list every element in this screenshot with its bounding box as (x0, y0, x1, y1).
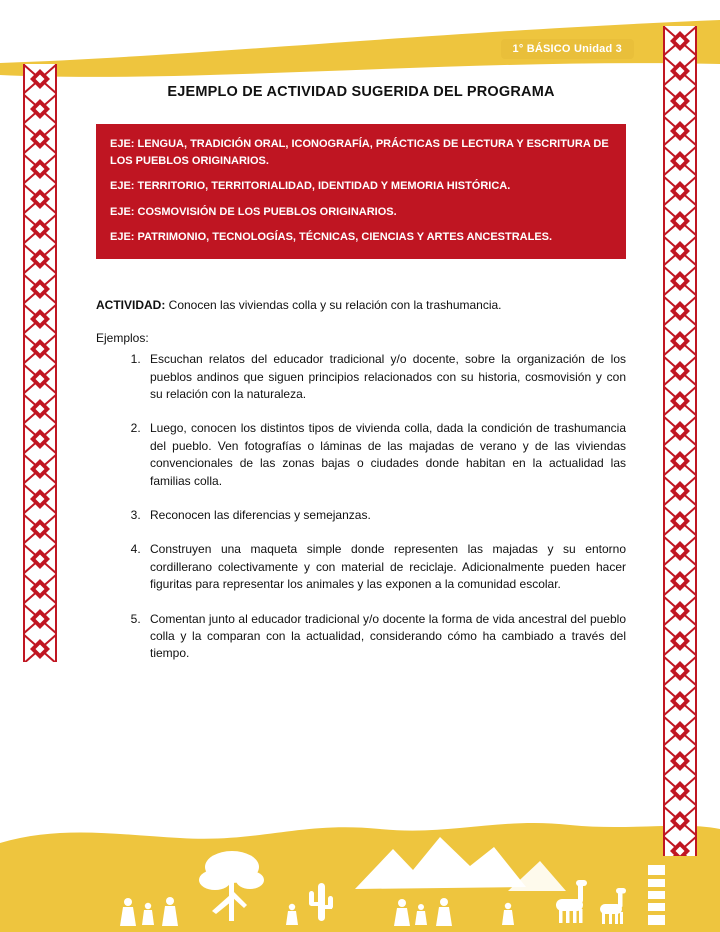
page-title: EJEMPLO DE ACTIVIDAD SUGERIDA DEL PROGRAMA (167, 84, 555, 100)
eje-item: EJE: COSMOVISIÓN DE LOS PUEBLOS ORIGINARIOS. (110, 205, 397, 218)
activity-text: Conocen las viviendas colla y su relación con la trashumancia. (168, 297, 502, 312)
examples-label: Ejemplos: (96, 331, 149, 346)
unit-badge: 1° BÁSICO Unidad 3 (501, 39, 634, 59)
eje-item: EJE: LENGUA, TRADICIÓN ORAL, ICONOGRAFÍA, PRÁCTICAS DE LECTURA Y ESCRITURA DE LOS PUEBLOS ORIGINARIOS. (110, 138, 609, 167)
list-item: 3. Reconocen las diferencias y semejanzas. (144, 507, 626, 524)
footer-illustration (0, 807, 720, 932)
eje-item: EJE: PATRIMONIO, TECNOLOGÍAS, TÉCNICAS, CIENCIAS Y ARTES ANCESTRALES. (110, 231, 553, 243)
main-content (96, 84, 626, 680)
list-item: 2. Luego, conocen los distintos tipos de vivienda colla, dada la condición de trashumancia del pueblo. Ven fotografías o láminas de las majadas de verano y de las viviendas convencionales de las zonas bajas o ciudades donde habitan en la actualidad las familias colla. (144, 420, 626, 490)
andean-textile-border-right-icon (663, 26, 697, 856)
examples-list (122, 351, 626, 662)
list-item: 4. Construyen una maqueta simple donde representen las majadas y su entorno cordillerano colectivamente y con material de reciclaje. Adicionalmente pueden hacer figuritas para representar los animales y las exponen a la comunidad escolar. (144, 541, 626, 593)
activity-label: ACTIVIDAD: (96, 297, 166, 312)
list-item: 5. Comentan junto al educador tradicional y/o docente la forma de vida ancestral del pueblo colla y la comparan con la actualidad, considerando cómo ha cambiado a través del tiempo. (144, 611, 626, 663)
eje-box (96, 124, 626, 259)
tower-silhouette-icon (648, 865, 665, 925)
list-item: 1. Escuchan relatos del educador tradicional y/o docente, sobre la organización de los pueblos andinos que siguen principios relacionados con su historia, cosmovisión y con su relación con la naturaleza. (144, 351, 626, 403)
eje-item: EJE: TERRITORIO, TERRITORIALIDAD, IDENTIDAD Y MEMORIA HISTÓRICA. (110, 180, 511, 192)
activity-line (96, 297, 626, 314)
andean-textile-border-left-icon (23, 64, 57, 662)
